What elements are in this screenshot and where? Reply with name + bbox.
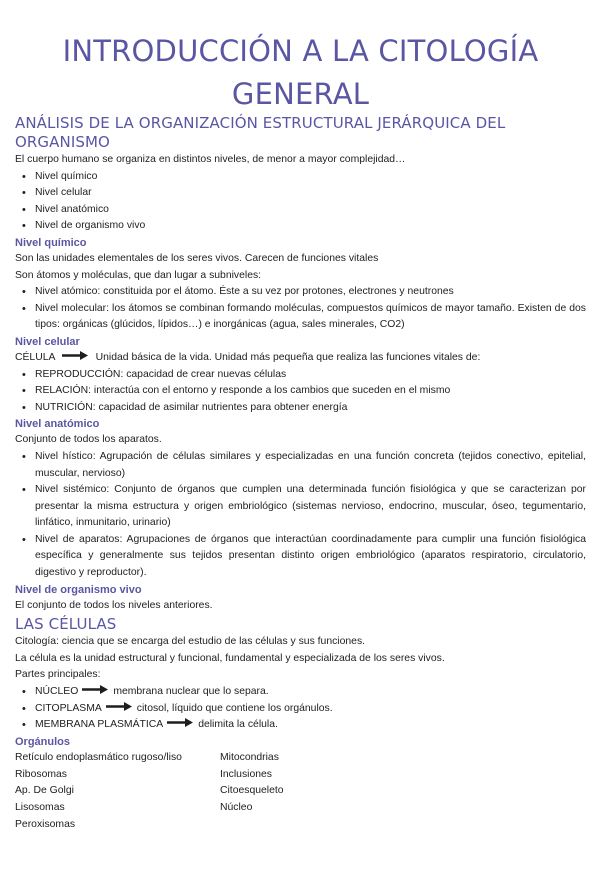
list-item: • Nivel químico xyxy=(35,169,586,186)
paragraph: Son las unidades elementales de los seres vivos. Carecen de funciones vitales xyxy=(15,252,379,264)
list-item: • Nivel anatómico xyxy=(35,202,586,219)
celula-definition xyxy=(15,350,586,367)
part-name: MEMBRANA PLASMÁTICA xyxy=(35,719,164,731)
celula-definition-text: Unidad básica de la vida. Unidad más pequeña que realiza las funciones vitales de: xyxy=(95,351,481,363)
list-item: • Nivel celular xyxy=(35,185,586,202)
quimico-list xyxy=(15,284,586,334)
document-page xyxy=(0,30,600,878)
subheading-nivel-celular: Nivel celular xyxy=(15,335,80,348)
organulo-item: Lisosomas xyxy=(15,802,65,814)
celula-label: CÉLULA xyxy=(15,351,55,363)
list-item xyxy=(35,684,586,701)
part-desc: membrana nuclear que lo separa. xyxy=(113,686,269,698)
list-item xyxy=(35,701,586,718)
title-line-1: INTRODUCCIÓN A LA CITOLOGÍA xyxy=(62,34,539,68)
list-item: • REPRODUCCIÓN: capacidad de crear nuevas células xyxy=(35,367,586,384)
list-item: • Nivel de aparatos: Agrupaciones de órganos que interactúan coordinadamente para cumplir una función fisiológica específica y generalmente sus tejidos presentan distinto origen embriológico (aparatos respiratorio, circulatorio, digestivo y reproductor). xyxy=(35,532,586,582)
section-heading-organizacion: ANÁLISIS DE LA ORGANIZACIÓN ESTRUCTURAL JERÁRQUICA DEL ORGANISMO xyxy=(15,114,506,151)
organulo-item: Citoesqueleto xyxy=(220,785,284,797)
list-item: • Nivel de organismo vivo xyxy=(35,218,586,235)
list-item: • Nivel atómico: constituida por el átomo. Éste a su vez por protones, electrones y neutrones xyxy=(35,284,586,301)
list-item xyxy=(35,717,586,734)
anatomico-list xyxy=(15,449,586,582)
arrow-right-icon xyxy=(166,717,194,728)
subheading-nivel-organismo: Nivel de organismo vivo xyxy=(15,583,142,596)
subheading-nivel-anatomico: Nivel anatómico xyxy=(15,418,100,431)
organulo-item: Peroxisomas xyxy=(15,819,76,830)
part-desc: delimita la célula. xyxy=(198,719,278,731)
arrow-right-icon xyxy=(81,684,109,695)
levels-list xyxy=(15,169,586,235)
organulo-item: Ribosomas xyxy=(15,768,67,780)
organulo-item: Mitocondrias xyxy=(220,751,279,763)
organulo-item: Retículo endoplasmático rugoso/liso xyxy=(15,751,182,763)
organulos-column-2 xyxy=(220,750,420,834)
paragraph: Citología: ciencia que se encarga del estudio de las células y sus funciones. xyxy=(15,636,366,648)
section-heading-celulas: LAS CÉLULAS xyxy=(15,615,117,634)
organulo-item: Inclusiones xyxy=(220,768,272,780)
list-item: • Nivel molecular: los átomos se combinan formando moléculas, compuestos químicos de mayor tamaño. Existen de dos tipos: orgánicas (glúcidos, lípidos…) e inorgánicas (agua, sales minerales, CO2) xyxy=(35,301,586,334)
paragraph: Son átomos y moléculas, que dan lugar a subniveles: xyxy=(15,269,262,281)
subheading-organulos: Orgánulos xyxy=(15,735,71,748)
list-item: • NUTRICIÓN: capacidad de asimilar nutrientes para obtener energía xyxy=(35,400,586,417)
list-item: • RELACIÓN: interactúa con el entorno y responde a los cambios que suceden en el mismo xyxy=(35,383,586,400)
part-name: NÚCLEO xyxy=(35,686,79,698)
list-item: • Nivel hístico: Agrupación de células similares y especializadas en una función concreta (tejidos conectivo, epitelial, muscular, nervioso) xyxy=(35,449,586,482)
partes-list xyxy=(15,684,586,734)
subheading-nivel-quimico: Nivel químico xyxy=(15,236,87,249)
funciones-vitales-list xyxy=(15,367,586,417)
paragraph: El conjunto de todos los niveles anteriores. xyxy=(15,599,213,611)
paragraph: La célula es la unidad estructural y funcional, fundamental y especializada de los seres vivos. xyxy=(15,652,445,664)
organulo-item: Ap. De Golgi xyxy=(15,785,74,797)
part-desc: citosol, líquido que contiene los orgánulos. xyxy=(136,702,333,714)
title-line-2: GENERAL xyxy=(231,77,370,111)
list-item: • Nivel sistémico: Conjunto de órganos que cumplen una determinada función fisiológica y que se caracterizan por presentar la misma estructura y origen embriológico (sistemas nervioso, endocrino, muscular, óseo, tegumentario, linfático, inmunitario, urinario) xyxy=(35,482,586,532)
arrow-right-icon xyxy=(61,350,89,361)
organulos-column-1 xyxy=(15,750,220,834)
organulos-grid xyxy=(15,750,586,834)
paragraph: Partes principales: xyxy=(15,669,101,681)
paragraph-intro: El cuerpo humano se organiza en distintos niveles, de menor a mayor complejidad… xyxy=(15,154,406,165)
organulo-item: Núcleo xyxy=(220,802,253,814)
arrow-right-icon xyxy=(105,701,133,712)
page-title xyxy=(15,30,586,116)
paragraph: Conjunto de todos los aparatos. xyxy=(15,434,162,446)
part-name: CITOPLASMA xyxy=(35,702,102,714)
